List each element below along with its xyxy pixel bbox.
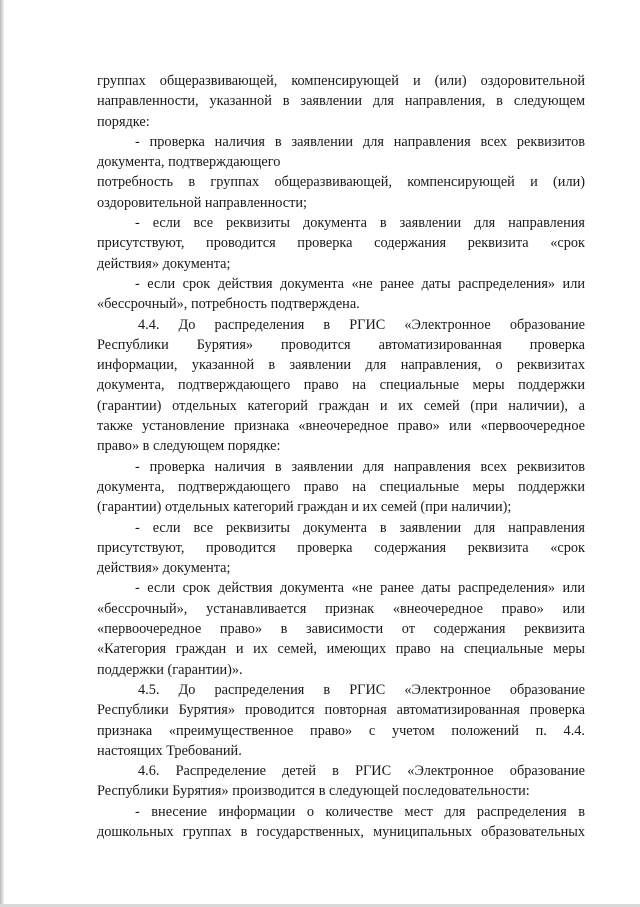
text-line: порядке: (97, 113, 150, 130)
text-line: право» в следующем порядке: (97, 438, 281, 455)
text-line: Республики Бурятия» проводится автоматизированная проверка (97, 336, 585, 353)
text-line: (гарантии) отдельных категорий граждан и их семей (при наличии); (97, 499, 512, 516)
text-line: оздоровительной направленности; (97, 194, 307, 211)
text-line: - если все реквизиты документа в заявлении для направления (135, 519, 585, 536)
text-line: (гарантии) отдельных категорий граждан и их семей (при наличии), а (97, 397, 585, 414)
text-line: настоящих Требований. (97, 742, 242, 759)
text-line: присутствуют, проводится проверка содержания реквизита «срок (97, 235, 585, 252)
text-line: 4.4. До распределения в РГИС «Электронное образование (138, 316, 585, 333)
text-line: также установление признака «внеочередное право» или «первоочередное (97, 418, 585, 435)
text-line: потребность в группах общеразвивающей, компенсирующей и (или) (97, 174, 585, 191)
text-line: - если все реквизиты документа в заявлении для направления (135, 215, 585, 232)
text-line: поддержки (гарантии)». (97, 661, 243, 678)
text-line: «первоочередное право» в зависимости от содержания реквизита (97, 621, 585, 638)
text-line: - проверка наличия в заявлении для направления всех реквизитов (135, 133, 585, 150)
text-line: 4.6. Распределение детей в РГИС «Электронное образование (138, 763, 585, 780)
text-line: признака «преимущественное право» с учетом положений п. 4.4. (97, 722, 585, 739)
text-line: документа, подтверждающего право на специальные меры поддержки (97, 478, 585, 495)
text-line: «бессрочный», устанавливается признак «внеочередное право» или (97, 600, 585, 617)
document-text-body (97, 71, 585, 842)
text-line: документа, подтверждающего (97, 154, 281, 171)
text-line: «Категория граждан и их семей, имеющих право на специальные меры (97, 641, 585, 658)
scan-left-edge (0, 0, 4, 907)
text-line: 4.5. До распределения в РГИС «Электронное образование (138, 681, 585, 698)
text-line: действия» документа; (97, 255, 231, 272)
text-line: документа, подтверждающего право на специальные меры поддержки (97, 377, 585, 394)
text-line: дошкольных группах в государственных, муниципальных образовательных (97, 823, 585, 840)
text-line: присутствуют, проводится проверка содержания реквизита «срок (97, 539, 585, 556)
text-line: группах общеразвивающей, компенсирующей и (или) оздоровительной (97, 73, 585, 89)
text-line: Республики Бурятия» проводится повторная автоматизированная проверка (97, 702, 585, 719)
text-line: информации, указанной в заявлении для направления, о реквизитах (97, 357, 585, 374)
text-line: направленности, указанной в заявлении для направления, в следующем (97, 93, 585, 110)
text-line: - если срок действия документа «не ранее даты распределения» или (135, 580, 585, 597)
text-line: - проверка наличия в заявлении для направления всех реквизитов (135, 458, 585, 475)
text-line: - внесение информации о количестве мест для распределения в (135, 803, 585, 820)
text-line: - если срок действия документа «не ранее даты распределения» или (135, 275, 585, 292)
text-line: «бессрочный», потребность подтверждена. (97, 296, 360, 313)
text-line: Республики Бурятия» производится в следующей последовательности: (97, 783, 530, 800)
text-line: действия» документа; (97, 560, 231, 577)
